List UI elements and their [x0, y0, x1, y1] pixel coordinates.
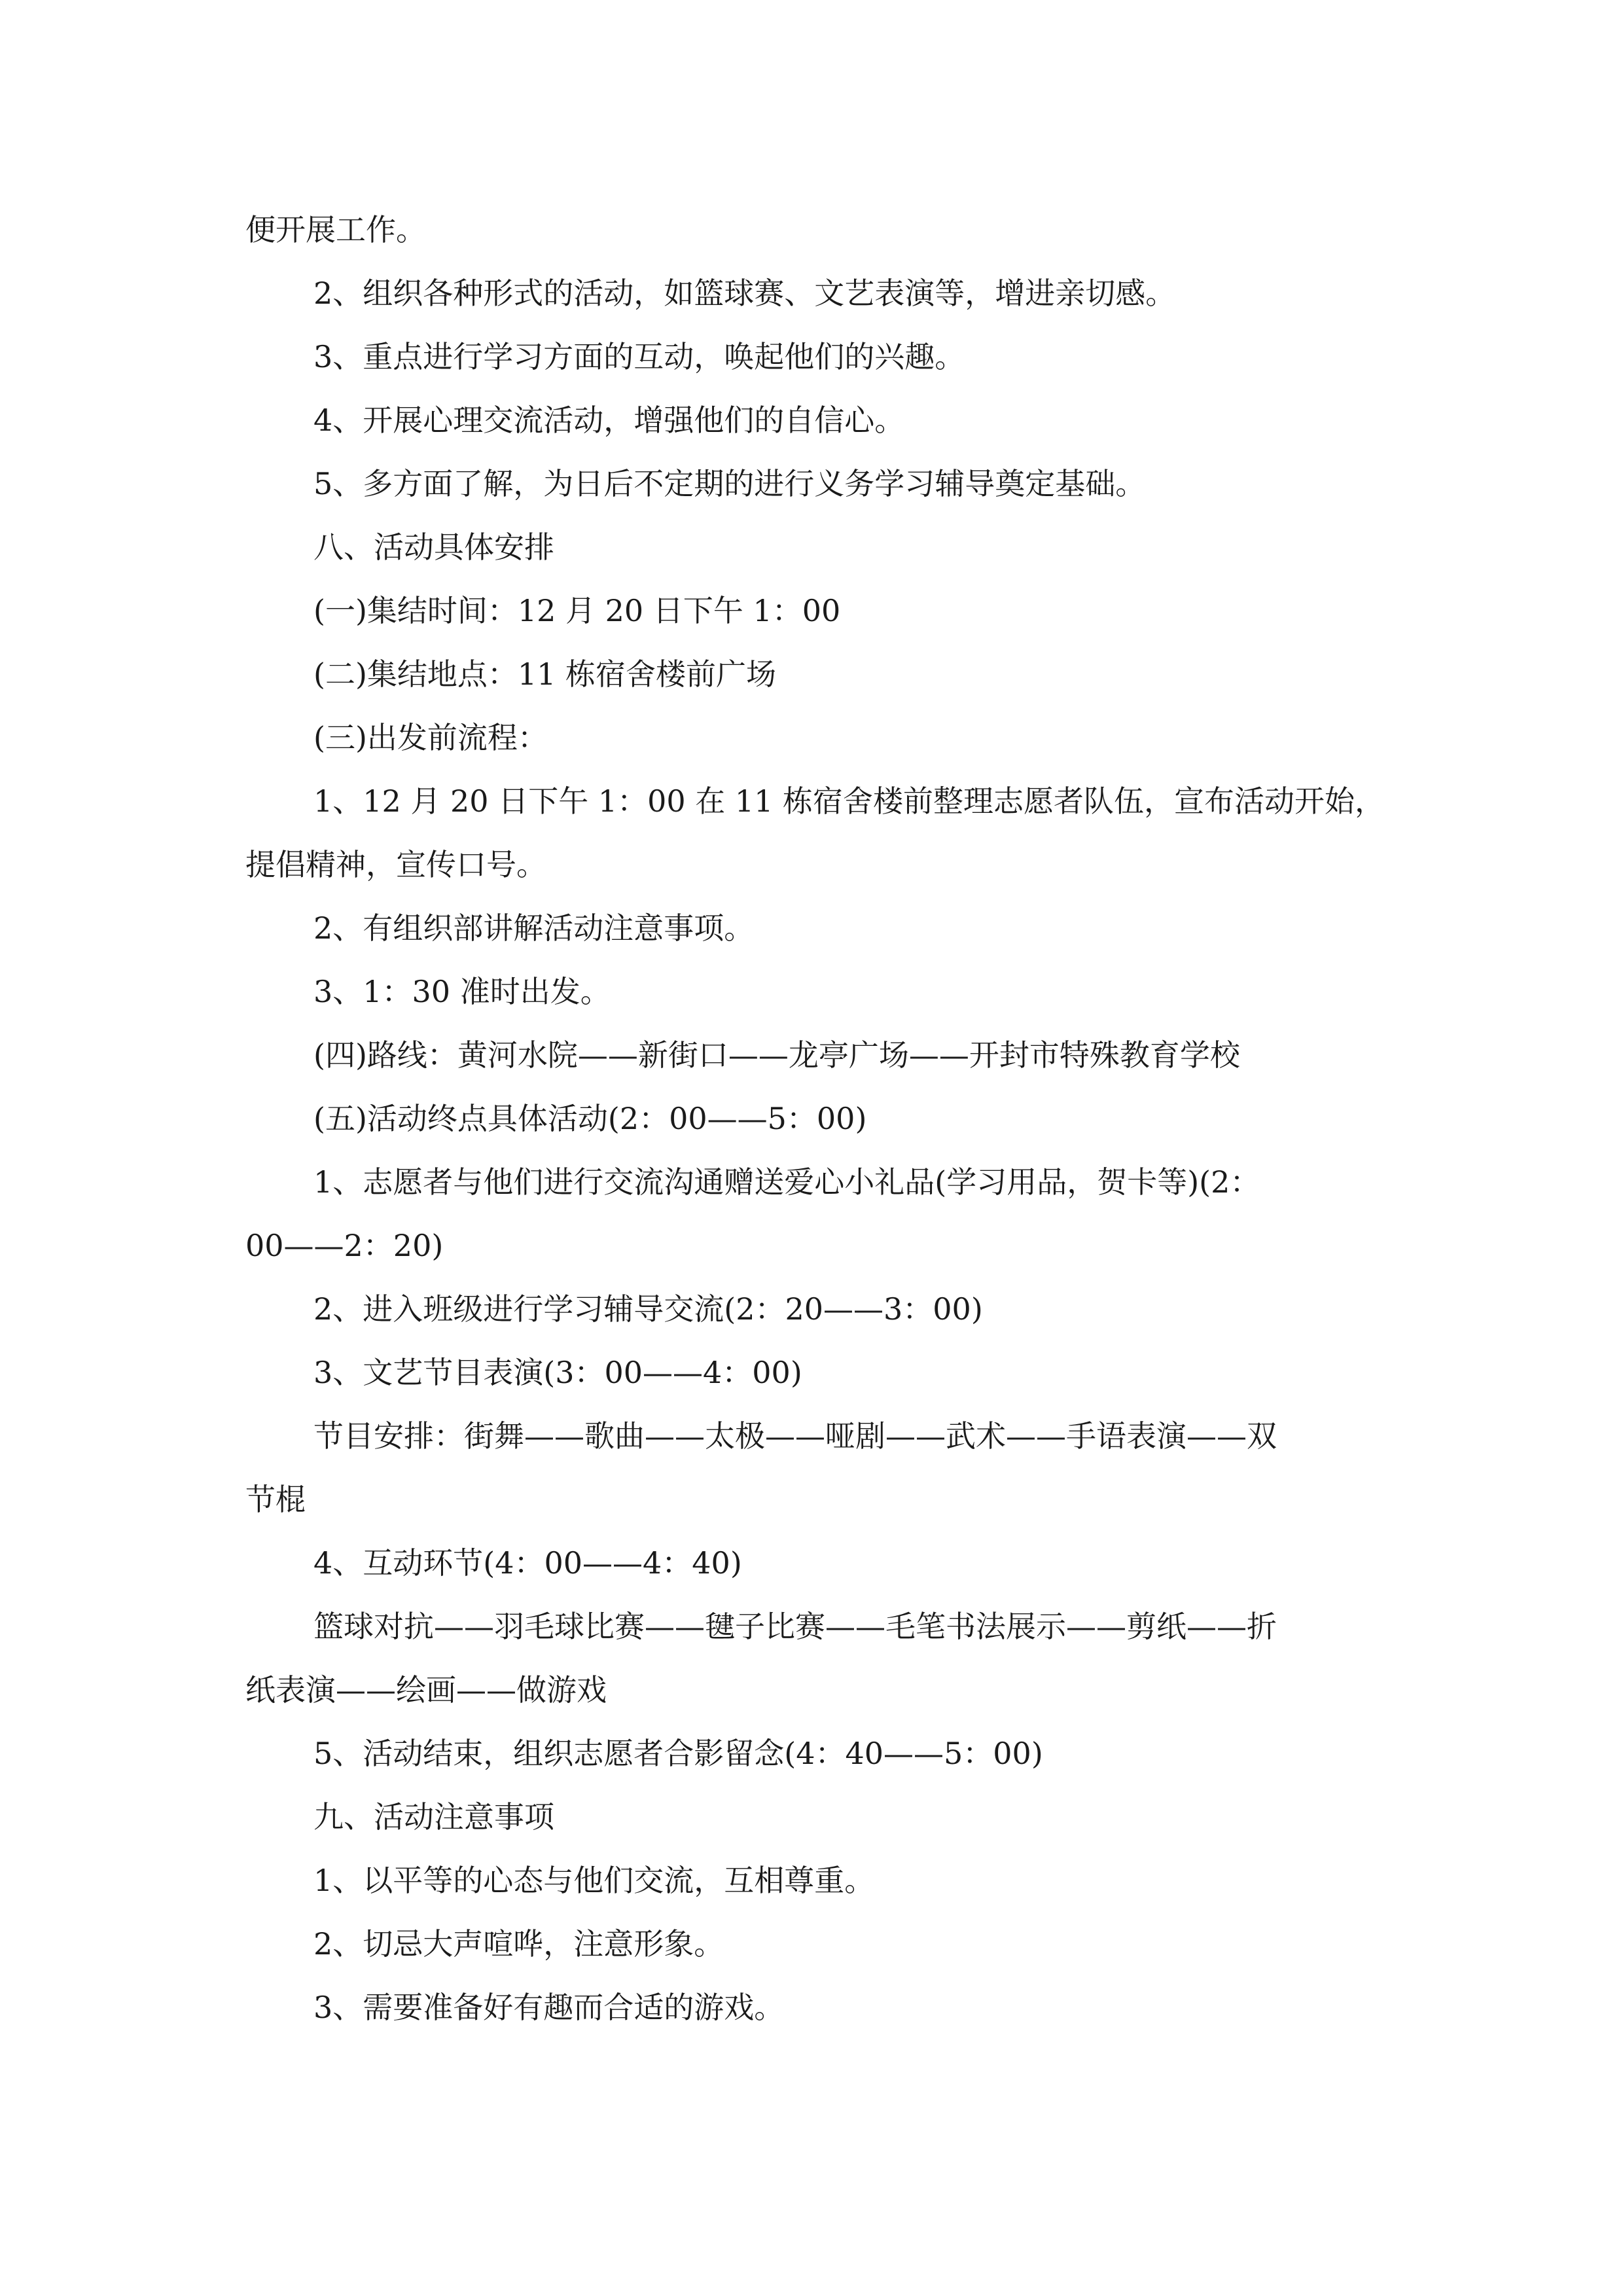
text-line: 1、12 月 20 日下午 1：00 在 11 栋宿舍楼前整理志愿者队伍，宣布活动开始，: [313, 783, 1385, 819]
text-line: 3、1：30 准时出发。: [313, 974, 611, 1009]
text-line: 4、互动环节(4：00——4：40): [313, 1545, 742, 1581]
document-body: [245, 198, 1384, 2039]
text-line: 节棍: [245, 1482, 306, 1517]
text-line: 3、文艺节目表演(3：00——4：00): [313, 1355, 802, 1390]
text-line: 篮球对抗——羽毛球比赛——毽子比赛——毛笔书法展示——剪纸——折: [313, 1609, 1277, 1644]
text-line: (五)活动终点具体活动(2：00——5：00): [313, 1101, 867, 1136]
section-heading: 八、活动具体安排: [313, 529, 554, 565]
text-line: 纸表演——绘画——做游戏: [245, 1672, 607, 1708]
text-line: 5、多方面了解，为日后不定期的进行义务学习辅导奠定基础。: [313, 466, 1146, 501]
text-line: (三)出发前流程：: [313, 720, 548, 755]
text-line: 3、重点进行学习方面的互动，唤起他们的兴趣。: [313, 339, 965, 374]
text-line: 1、志愿者与他们进行交流沟通赠送爱心小礼品(学习用品，贺卡等)(2：: [313, 1164, 1260, 1200]
text-line: 2、组织各种形式的活动，如篮球赛、文艺表演等，增进亲切感。: [313, 276, 1176, 311]
text-line: 1、以平等的心态与他们交流，互相尊重。: [313, 1863, 875, 1898]
section-heading: 九、活动注意事项: [313, 1799, 554, 1835]
text-line: 2、进入班级进行学习辅导交流(2：20——3：00): [313, 1291, 983, 1327]
text-line: 00——2：20): [245, 1228, 444, 1263]
text-line: 2、有组织部讲解活动注意事项。: [313, 910, 755, 946]
text-line: 3、需要准备好有趣而合适的游戏。: [313, 1990, 785, 2025]
text-line: 便开展工作。: [245, 212, 426, 247]
text-line: 节目安排：街舞——歌曲——太极——哑剧——武术——手语表演——双: [313, 1418, 1277, 1454]
text-line: 5、活动结束，组织志愿者合影留念(4：40——5：00): [313, 1736, 1043, 1771]
text-line: 4、开展心理交流活动，增强他们的自信心。: [313, 403, 905, 438]
text-line: (四)路线：黄河水院——新街口——龙亭广场——开封市特殊教育学校: [313, 1037, 1240, 1073]
text-line: 提倡精神，宣传口号。: [245, 847, 546, 882]
text-line: (二)集结地点：11 栋宿舍楼前广场: [313, 656, 777, 692]
text-line: 2、切忌大声喧哗，注意形象。: [313, 1926, 724, 1962]
text-line: (一)集结时间：12 月 20 日下午 1：00: [313, 593, 841, 628]
